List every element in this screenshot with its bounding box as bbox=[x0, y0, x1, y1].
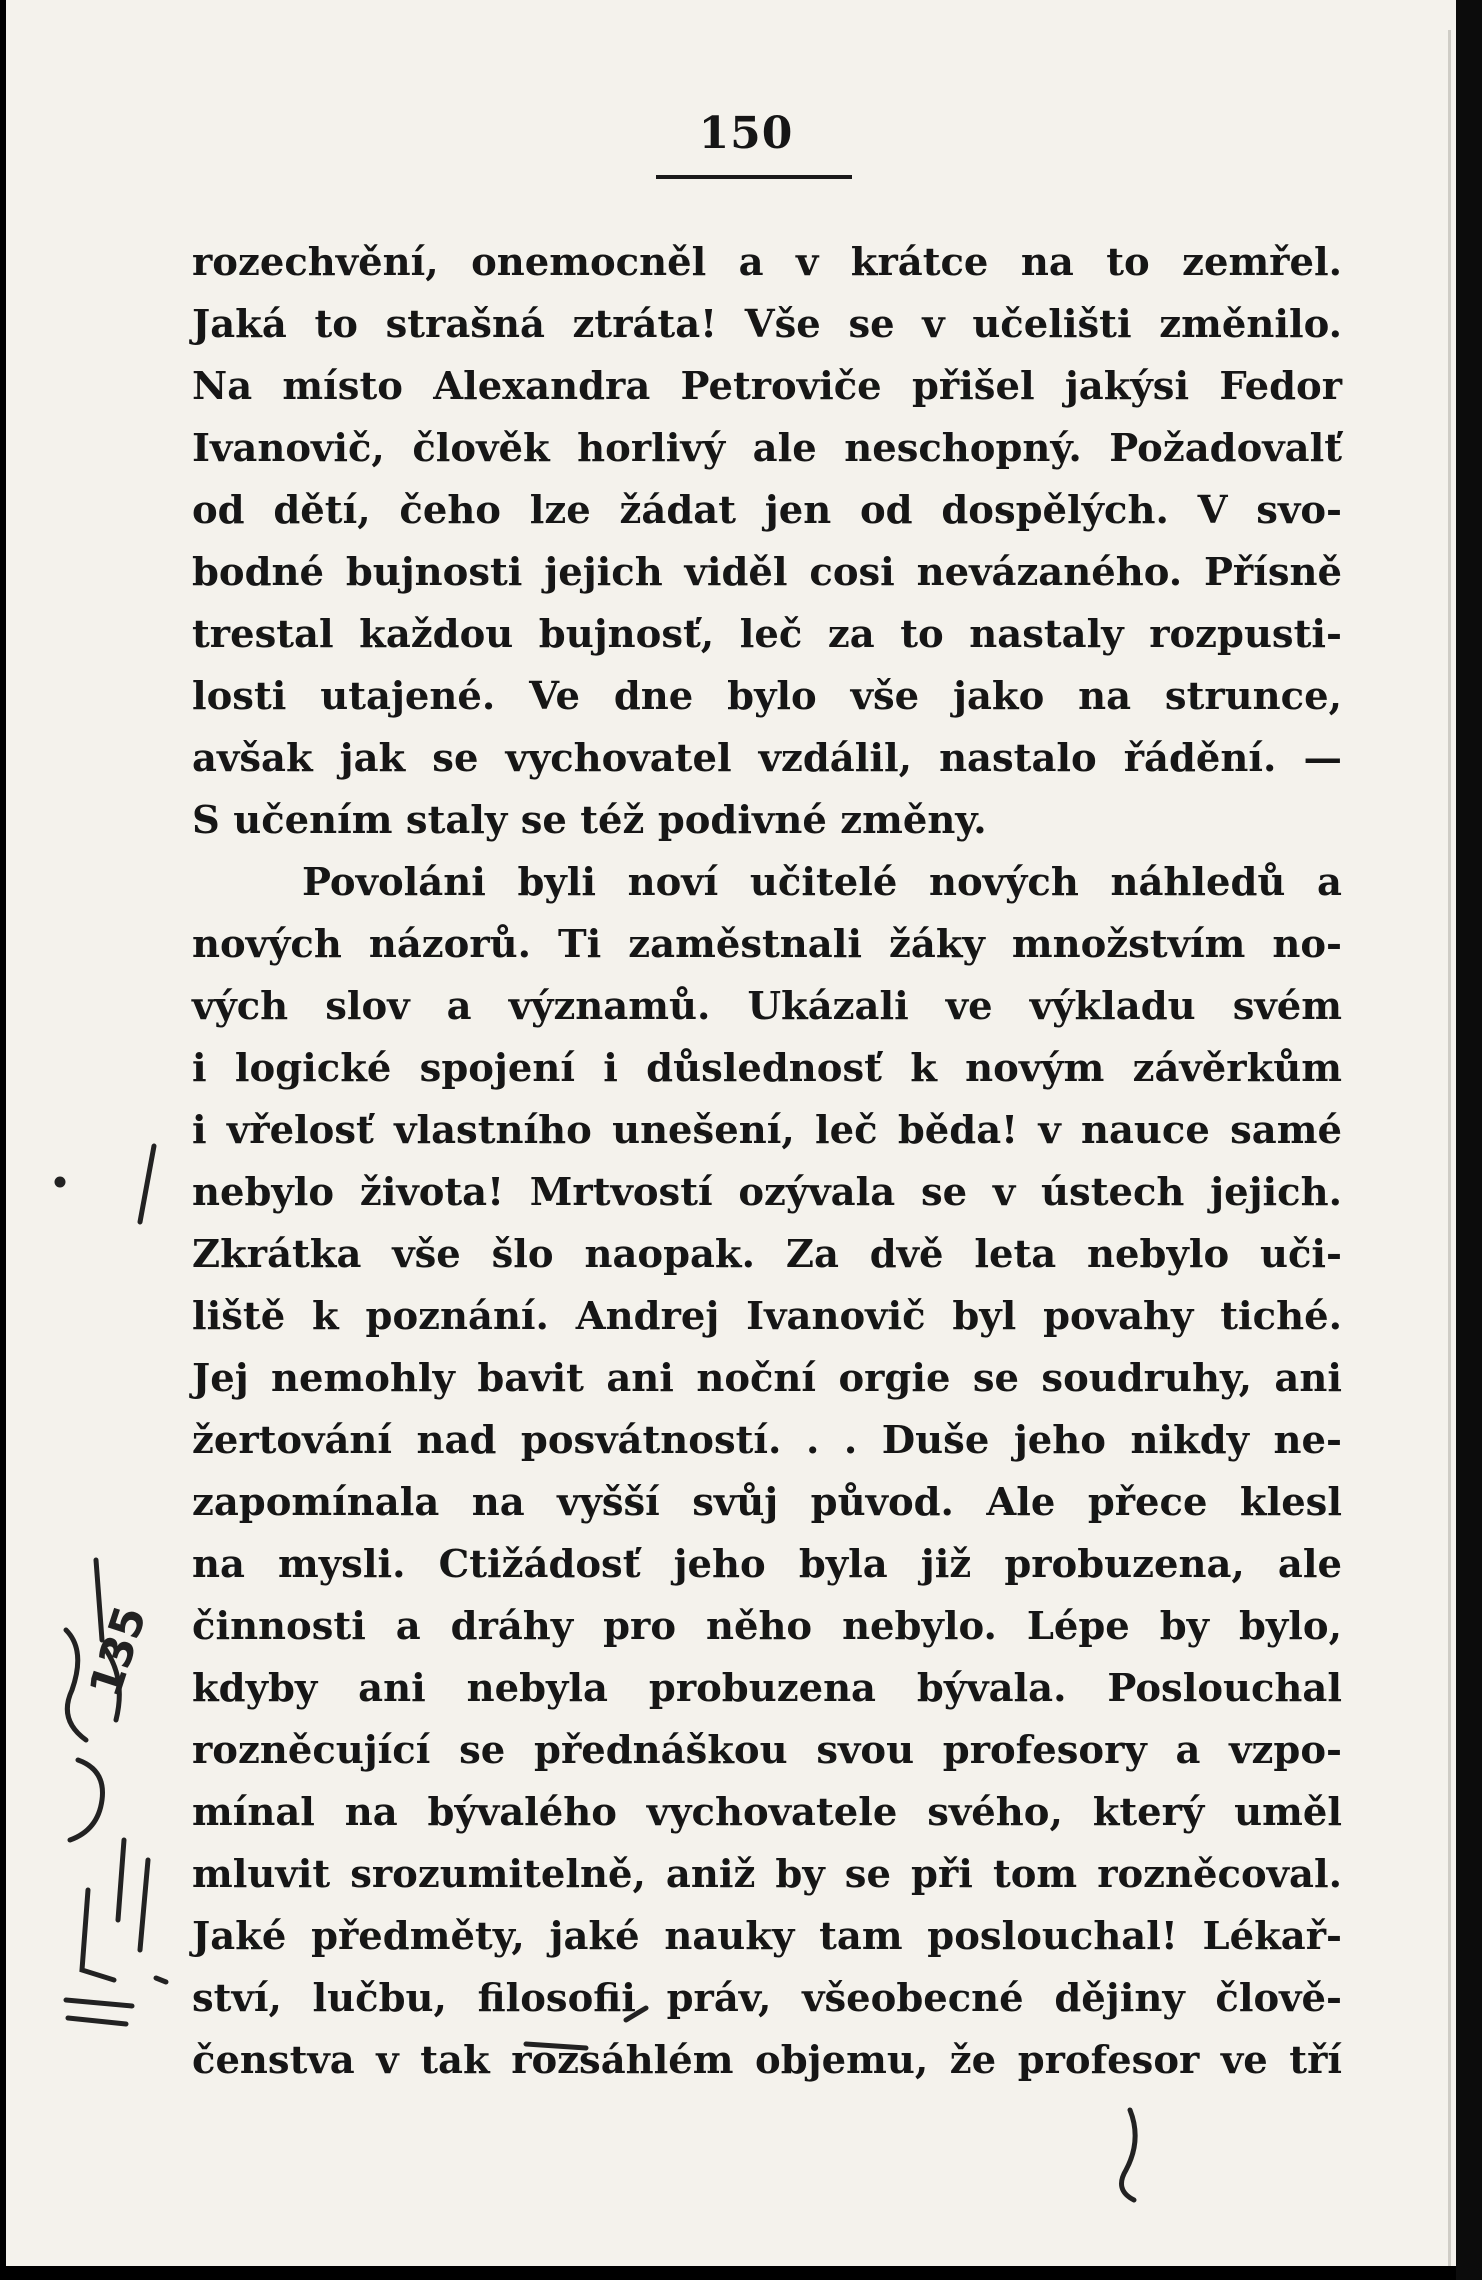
book-page bbox=[6, 0, 1456, 2266]
margin-pencil-stroke bbox=[70, 1760, 103, 1840]
margin-pencil-stroke bbox=[1122, 2110, 1136, 2200]
text-line: žertování nad posvátností. . . Duše jeho nikdy ne- bbox=[192, 1418, 1342, 1463]
page-number: 150 bbox=[698, 108, 794, 159]
margin-pencil-stroke bbox=[82, 1890, 114, 1980]
text-line: Jaké předměty, jaké nauky tam poslouchal! Lékař- bbox=[192, 1914, 1342, 1959]
text-line: trestal každou bujnosť, leč za to nastaly rozpusti- bbox=[192, 612, 1342, 657]
margin-dot bbox=[57, 1179, 63, 1185]
text-line: vých slov a významů. Ukázali ve výkladu svém bbox=[192, 984, 1342, 1029]
margin-pencil-stroke bbox=[106, 1650, 119, 1720]
text-line: avšak jak se vychovatel vzdálil, nastalo řádění. — bbox=[192, 736, 1342, 781]
margin-pencil-stroke bbox=[118, 1840, 124, 1920]
text-line: mínal na bývalého vychovatele svého, který uměl bbox=[192, 1790, 1342, 1835]
text-line: bodné bujnosti jejich viděl cosi nevázaného. Přísně bbox=[192, 550, 1342, 595]
margin-pencil-stroke bbox=[156, 1978, 166, 1982]
text-line: losti utajené. Ve dne bylo vše jako na strunce, bbox=[192, 674, 1342, 719]
margin-tick-mark bbox=[140, 1146, 154, 1222]
body-text bbox=[192, 232, 1342, 2092]
text-line: i logické spojení i důslednosť k novým závěrkům bbox=[192, 1046, 1342, 1091]
text-line: rozechvění, onemocněl a v krátce na to zemřel. bbox=[192, 240, 1342, 285]
text-line: nebylo života! Mrtvostí ozývala se v ústech jejich. bbox=[192, 1170, 1342, 1215]
text-line: S učením staly se též podivné změny. bbox=[192, 798, 987, 843]
text-line: činnosti a dráhy pro něho nebylo. Lépe by bylo, bbox=[192, 1604, 1342, 1649]
text-line: rozněcující se přednáškou svou profesory a vzpo- bbox=[192, 1728, 1342, 1773]
margin-pencil-stroke bbox=[68, 2018, 126, 2024]
text-line: mluvit srozumitelně, aniž by se při tom rozněcoval. bbox=[192, 1852, 1342, 1897]
margin-pencil-stroke bbox=[66, 2000, 132, 2006]
text-line: Jej nemohly bavit ani noční orgie se soudruhy, ani bbox=[192, 1356, 1342, 1401]
text-line: Ivanovič, člověk horlivý ale neschopný. Požadovalť bbox=[192, 426, 1342, 471]
margin-pencil-stroke bbox=[140, 1860, 148, 1950]
text-line: Povoláni byli noví učitelé nových náhledů a bbox=[302, 860, 1342, 905]
scan-edge bbox=[1456, 0, 1482, 2280]
text-line: liště k poznání. Andrej Ivanovič byl povahy tiché. bbox=[192, 1294, 1342, 1339]
page-number-rule bbox=[656, 175, 852, 179]
text-line: zapomínala na vyšší svůj původ. Ale přece klesl bbox=[192, 1480, 1342, 1525]
text-line: Jaká to strašná ztráta! Vše se v učelišti změnilo. bbox=[192, 302, 1342, 347]
text-line: Zkrátka vše šlo naopak. Za dvě leta nebylo uči- bbox=[192, 1232, 1342, 1277]
margin-note-number: 135 bbox=[79, 1600, 157, 1704]
text-line: od dětí, čeho lze žádat jen od dospělých. V svo- bbox=[192, 488, 1342, 533]
text-line: čenstva v tak rozsáhlém objemu, že profesor ve tří bbox=[192, 2038, 1342, 2083]
text-line: Na místo Alexandra Petroviče přišel jakýsi Fedor bbox=[192, 364, 1342, 409]
text-line: nových názorů. Ti zaměstnali žáky množstvím no- bbox=[192, 922, 1342, 967]
text-line: ství, lučbu, filosofii práv, všeobecné dějiny člově- bbox=[192, 1976, 1342, 2021]
page-edge-line bbox=[1448, 30, 1451, 2266]
text-line: i vřelosť vlastního unešení, leč běda! v nauce samé bbox=[192, 1108, 1342, 1153]
margin-pencil-stroke bbox=[66, 1630, 86, 1740]
text-line: na mysli. Ctižádosť jeho byla již probuzena, ale bbox=[192, 1542, 1342, 1587]
text-line: kdyby ani nebyla probuzena bývala. Poslouchal bbox=[192, 1666, 1342, 1711]
margin-pencil-stroke bbox=[96, 1560, 102, 1640]
